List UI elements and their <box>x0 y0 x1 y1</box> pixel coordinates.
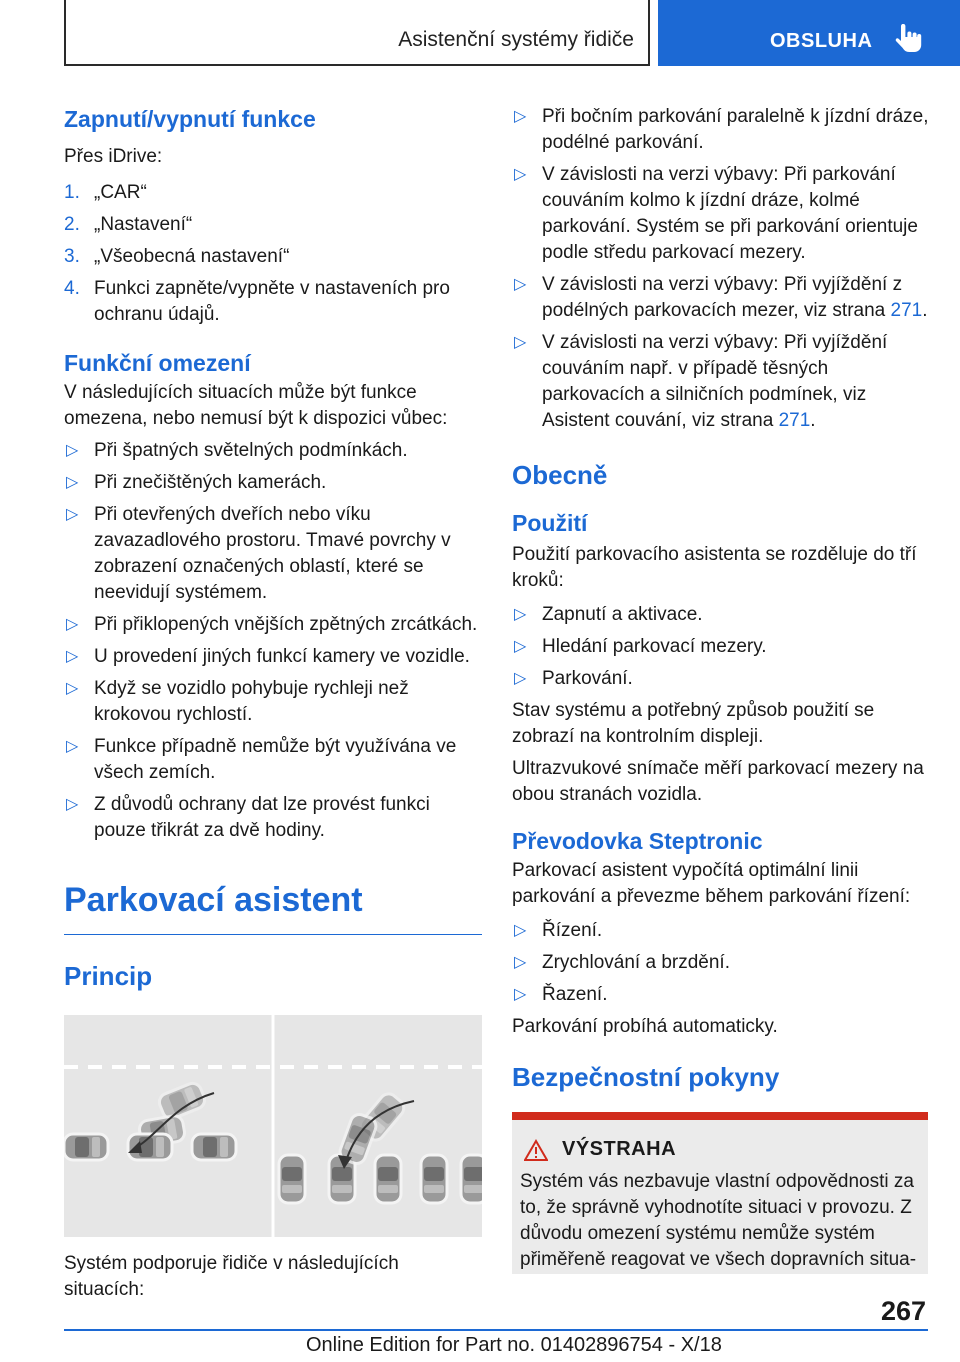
step-text: „Nastavení“ <box>94 214 193 235</box>
footer-edition: Online Edition for Part no. 01402896754 - X/18 <box>306 1334 722 1356</box>
auto-text: Zrychlování a brzdění. <box>542 952 730 973</box>
limit-text: Z důvodů ochrany dat lze provést funkci pouze třikrát za dvě hodiny. <box>94 794 430 841</box>
header-frame <box>64 0 650 66</box>
step-number: 3. <box>64 246 80 267</box>
triangle-bullet-icon: ▷ <box>514 922 527 939</box>
auto-text: Řazení. <box>542 984 608 1005</box>
auto-list <box>512 918 930 1008</box>
step-text: Funkci zapněte/vypněte v nastaveních pro ochranu údajů. <box>94 278 450 325</box>
right-column <box>512 104 930 1274</box>
list-item <box>512 162 930 266</box>
list-item <box>64 244 482 270</box>
list-item <box>64 676 482 728</box>
triangle-bullet-icon: ▷ <box>514 166 527 183</box>
situation-text-main: V závislosti na verzi výbavy: Při vyjíždění couváním např. v případě těsných parkovacích a silničních podmínek, viz Asistent couvání, viz strana <box>542 332 888 431</box>
warning-header <box>512 1120 928 1161</box>
triangle-bullet-icon: ▷ <box>66 738 79 755</box>
triangle-bullet-icon: ▷ <box>514 276 527 293</box>
paragraph-idrive: Přes iDrive: <box>64 146 163 167</box>
paragraph-omezeni: V následujících situacích může být funkce omezena, nebo nemusí být k dispozici vůbec: <box>64 382 448 429</box>
list-item <box>512 918 930 944</box>
warning-bar <box>512 1112 928 1120</box>
page-number: 267 <box>880 1296 926 1326</box>
heading-princip: Princip <box>64 961 153 991</box>
list-item <box>64 644 482 670</box>
triangle-bullet-icon: ▷ <box>514 986 527 1003</box>
paragraph-ultrazvuk: Ultrazvukové snímače měří parkovací mezery na obou stranách vozidla. <box>512 758 924 805</box>
page-link[interactable]: 271 <box>890 300 923 321</box>
warning-title: VÝSTRAHA <box>562 1138 677 1160</box>
parking-illustration <box>64 1015 482 1237</box>
list-item <box>64 612 482 638</box>
list-item <box>512 982 930 1008</box>
heading-prevodovka: Převodovka Steptronic <box>512 828 763 854</box>
list-item <box>64 180 482 206</box>
limit-text: Když se vozidlo pohybuje rychleji než krokovou rychlostí. <box>94 678 409 725</box>
triangle-bullet-icon: ▷ <box>514 334 527 351</box>
paragraph-situace: Systém podporuje řidiče v následujících situacích: <box>64 1253 399 1300</box>
list-item <box>64 276 482 328</box>
situation-text-end: . <box>810 410 816 431</box>
limit-text: Při znečištěných kamerách. <box>94 472 327 493</box>
usage-text: Zapnutí a aktivace. <box>542 604 703 625</box>
header-tab-label: OBSLUHA <box>770 30 873 52</box>
triangle-bullet-icon: ▷ <box>66 616 79 633</box>
paragraph-auto: Parkování probíhá automaticky. <box>512 1016 778 1037</box>
paragraph-stav: Stav systému a potřebný způsob použití se zobrazí na kontrolním displeji. <box>512 700 875 747</box>
situation-text-end: . <box>922 300 928 321</box>
list-item <box>512 272 930 324</box>
triangle-bullet-icon: ▷ <box>514 108 527 125</box>
triangle-bullet-icon: ▷ <box>66 442 79 459</box>
parking-illustration-svg <box>64 1015 482 1237</box>
auto-text: Řízení. <box>542 920 603 941</box>
limit-text: Funkce případně nemůže být využívána ve všech zemích. <box>94 736 457 783</box>
situation-text-main: V závislosti na verzi výbavy: Při vyjíždění z podélných parkovacích mezer, viz strana <box>542 274 903 321</box>
heading-bezpecnost: Bezpečnostní pokyny <box>512 1062 780 1092</box>
steps-list <box>64 180 482 328</box>
paragraph-pouziti: Použití parkovacího asistenta se rozděluje do tří kroků: <box>512 544 917 591</box>
situation-text <box>542 330 930 434</box>
usage-list <box>512 602 930 692</box>
header-section-title: Asistenční systémy řidiče <box>398 28 634 51</box>
triangle-bullet-icon: ▷ <box>514 638 527 655</box>
triangle-bullet-icon: ▷ <box>66 506 79 523</box>
triangle-bullet-icon: ▷ <box>514 670 527 687</box>
header-tab[interactable] <box>658 0 960 66</box>
list-item <box>512 602 930 628</box>
warning-triangle-icon <box>524 1139 548 1161</box>
usage-text: Parkování. <box>542 668 633 689</box>
situations-list <box>512 104 930 434</box>
situation-text: V závislosti na verzi výbavy: Při parkování couváním kolmo k jízdní dráze, kolmé parkování. Systém se při parkování orientuje podle středu parkovací mezery. <box>542 164 918 263</box>
list-item <box>64 734 482 786</box>
triangle-bullet-icon: ▷ <box>66 474 79 491</box>
list-item <box>512 330 930 434</box>
limit-text: Při přiklopených vnějších zpětných zrcátkách. <box>94 614 478 635</box>
left-column <box>64 100 482 1303</box>
limit-text: U provedení jiných funkcí kamery ve vozidle. <box>94 646 470 667</box>
list-item <box>512 950 930 976</box>
pointing-hand-icon <box>894 24 922 54</box>
warning-text: Systém vás nezbavuje vlastní odpovědnosti za to, že správně vyhodnotíte situaci v provozu. Z důvodu omezení systému nemůže systém přiměřeně reagovat ve všech dopravních situa- <box>520 1171 917 1270</box>
list-item <box>64 470 482 496</box>
limit-text: Při špatných světelných podmínkách. <box>94 440 408 461</box>
heading-parkovaci-asistent: Parkovací asistent <box>64 881 363 919</box>
heading-zapnuti: Zapnutí/vypnutí funkce <box>64 106 316 132</box>
usage-text: Hledání parkovací mezery. <box>542 636 767 657</box>
list-item <box>64 502 482 606</box>
warning-box <box>512 1112 928 1274</box>
list-item <box>64 438 482 464</box>
triangle-bullet-icon: ▷ <box>66 680 79 697</box>
triangle-bullet-icon: ▷ <box>66 796 79 813</box>
list-item <box>512 634 930 660</box>
triangle-bullet-icon: ▷ <box>514 954 527 971</box>
limits-list <box>64 438 482 844</box>
list-item <box>512 666 930 692</box>
step-number: 2. <box>64 214 80 235</box>
heading-pouziti: Použití <box>512 510 588 536</box>
situation-text <box>542 272 930 324</box>
triangle-bullet-icon: ▷ <box>66 648 79 665</box>
limit-text: Při otevřených dveřích nebo víku zavazadlového prostoru. Tmavé povrchy v zobrazení označených oblastí, které se neevidují systémem. <box>94 504 451 603</box>
page-link[interactable]: 271 <box>778 410 811 431</box>
paragraph-prevodovka: Parkovací asistent vypočítá optimální linii parkování a převezme během parkování řízení: <box>512 860 911 907</box>
step-number: 4. <box>64 278 80 299</box>
heading-omezeni: Funkční omezení <box>64 350 251 376</box>
step-number: 1. <box>64 182 80 203</box>
list-item <box>64 792 482 844</box>
heading-obecne: Obecně <box>512 460 608 490</box>
triangle-bullet-icon: ▷ <box>514 606 527 623</box>
heading-rule <box>64 934 482 935</box>
step-text: „CAR“ <box>94 182 147 203</box>
list-item <box>64 212 482 238</box>
step-text: „Všeobecná nastavení“ <box>94 246 290 267</box>
list-item <box>512 104 930 156</box>
footer-rule <box>64 1329 928 1331</box>
situation-text: Při bočním parkování paralelně k jízdní dráze, podélné parkování. <box>542 106 929 153</box>
